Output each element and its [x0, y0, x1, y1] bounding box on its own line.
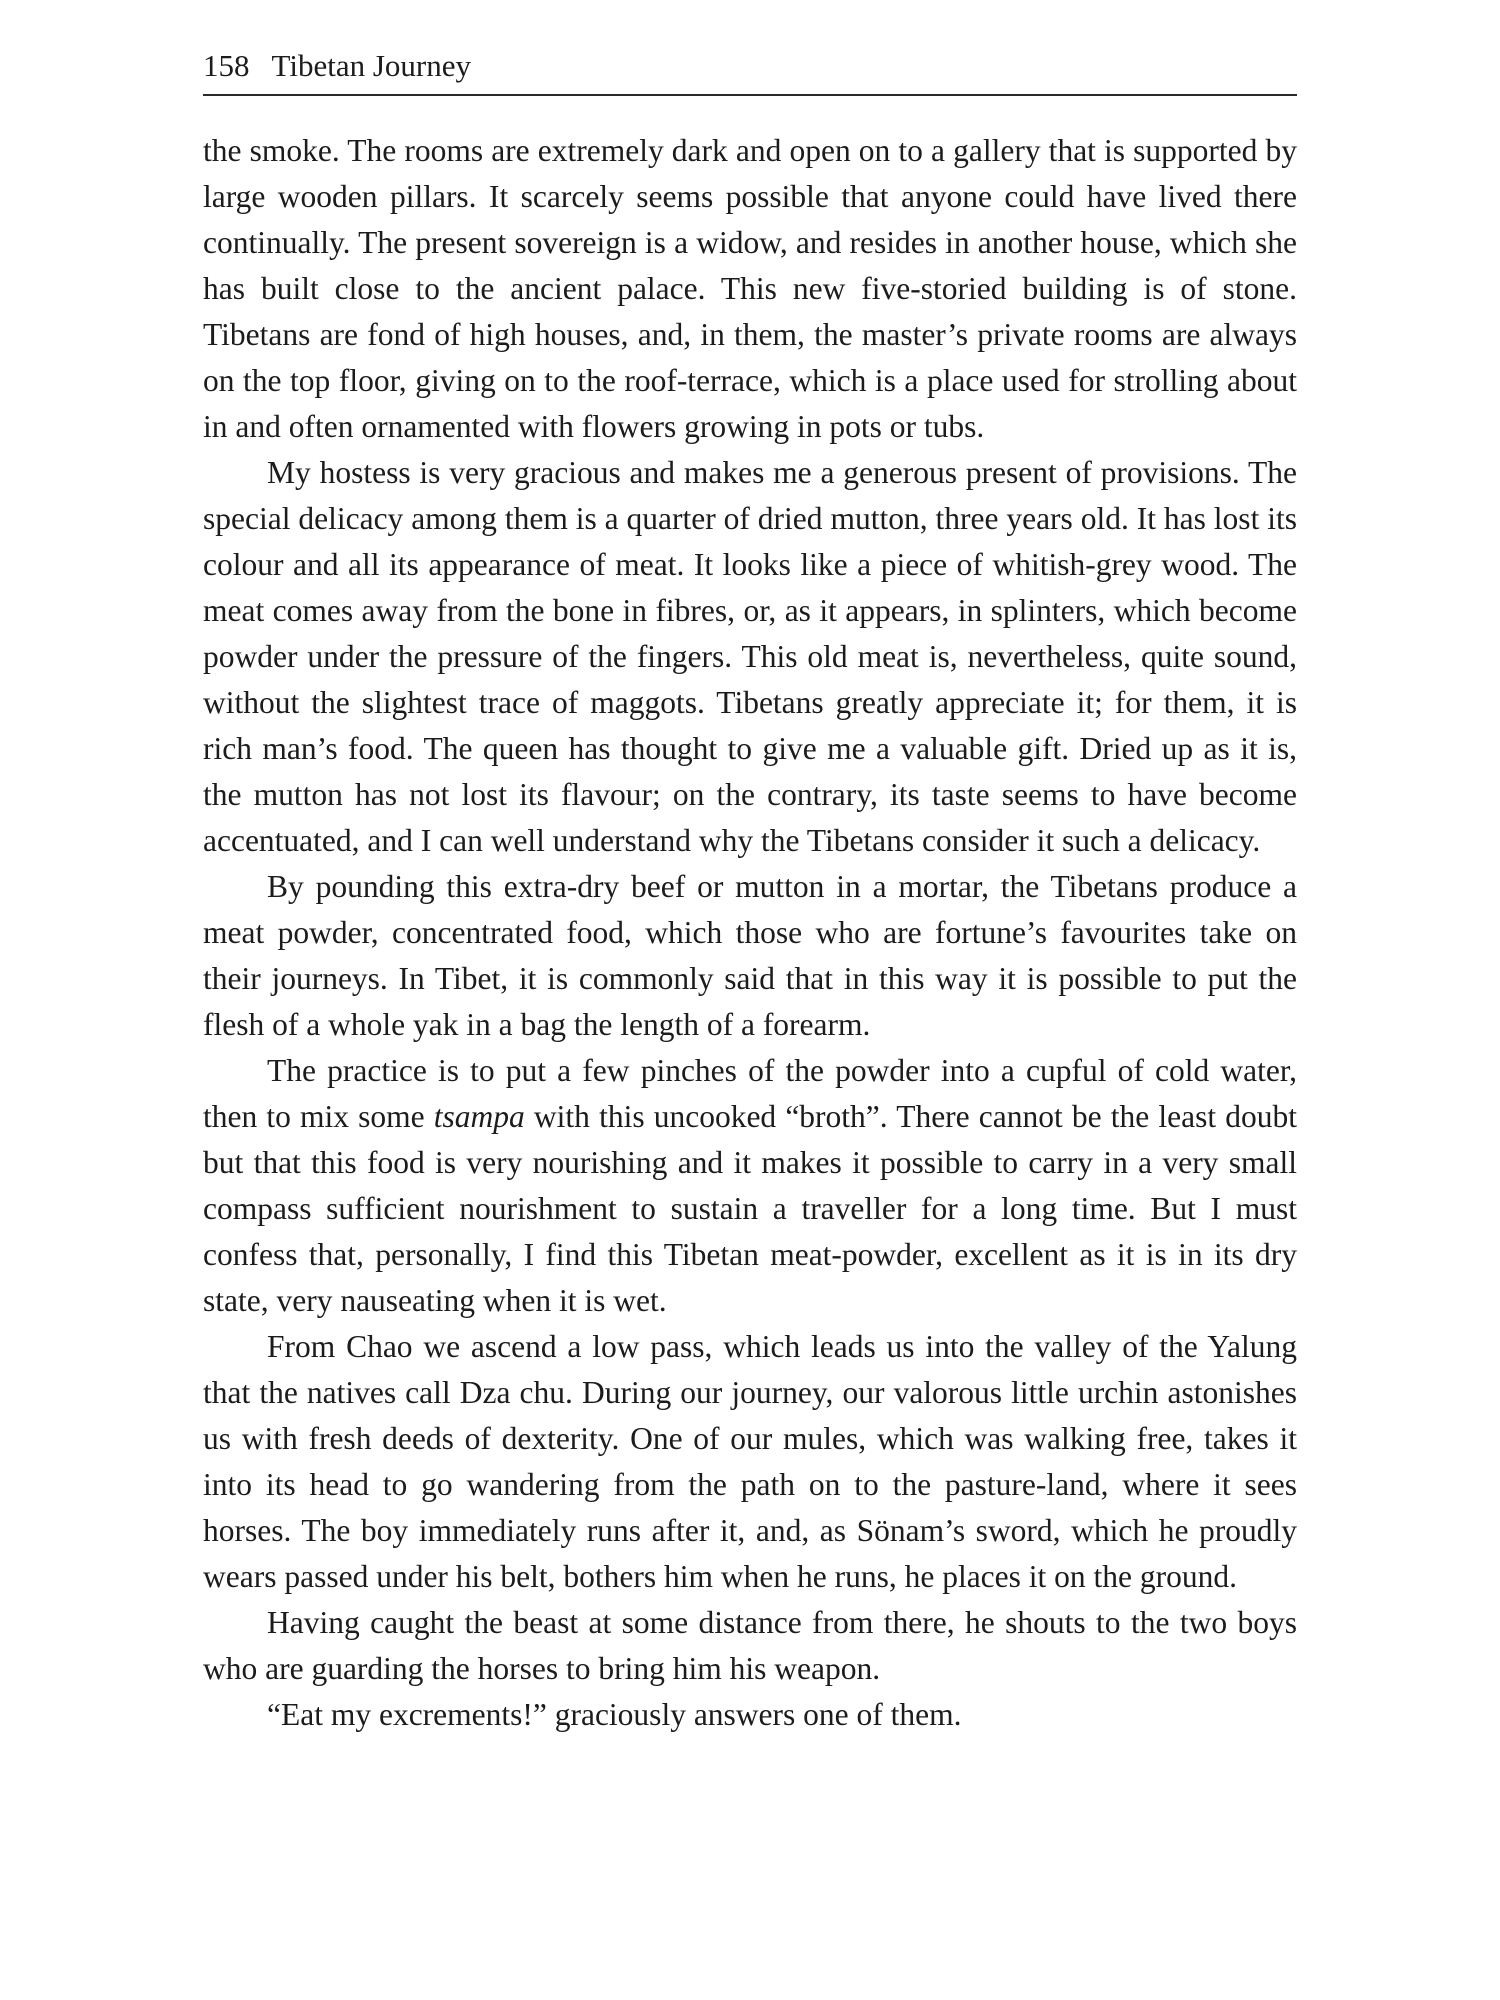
- paragraph-practice-text-end: with this uncooked “broth”. There cannot be the least doubt but that this food is very nourishing and it makes it possible to carry in a very small compass sufficient nourishment to sustain a traveller for a long time. But I must confess that, personally, I find this Tibetan meat-powder, excellent as it is in its dry state, very nauseating when it is wet.: [203, 1099, 1297, 1318]
- running-title: Tibetan Journey: [271, 48, 471, 83]
- body-text: [203, 128, 1297, 1738]
- paragraph-practice: [203, 1048, 1297, 1324]
- italic-term-tsampa: tsampa: [433, 1099, 525, 1134]
- page-number: 158: [203, 48, 250, 83]
- paragraph-continued: the smoke. The rooms are extremely dark and open on to a gallery that is supported by large wooden pillars. It scarcely seems possible that anyone could have lived there continually. The present sovereign is a widow, and resides in another house, which she has built close to the ancient palace. This new five-storied building is of stone. Tibetans are fond of high houses, and, in them, the master’s private rooms are always on the top floor, giving on to the roof-terrace, which is a place used for strolling about in and often ornamented with flowers growing in pots or tubs.: [203, 133, 1297, 444]
- paragraph-dialogue: “Eat my excrements!” graciously answers one of them.: [267, 1697, 962, 1732]
- paragraph-chao: From Chao we ascend a low pass, which leads us into the valley of the Yalung that the natives call Dza chu. During our journey, our valorous little urchin astonishes us with fresh deeds of dexterity. One of our mules, which was walking free, takes it into its head to go wandering from the path on to the pasture-land, where it sees horses. The boy immediately runs after it, and, as Sönam’s sword, which he proudly wears passed under his belt, bothers him when he runs, he places it on the ground.: [203, 1329, 1297, 1594]
- paragraph-hostess: My hostess is very gracious and makes me a generous present of provisions. The special delicacy among them is a quarter of dried mutton, three years old. It has lost its colour and all its appearance of meat. It looks like a piece of whitish-grey wood. The meat comes away from the bone in fibres, or, as it appears, in splinters, which become powder under the pressure of the fingers. This old meat is, nevertheless, quite sound, without the slightest trace of maggots. Tibetans greatly appreciate it; for them, it is rich man’s food. The queen has thought to give me a valuable gift. Dried up as it is, the mutton has not lost its flavour; on the contrary, its taste seems to have become accentuated, and I can well understand why the Tibetans consider it such a delicacy.: [203, 455, 1297, 858]
- paragraph-practice-text-start: The practice is to put a few pinches of the powder into a cupful of cold water, then to mix some: [203, 1053, 1297, 1134]
- running-header: [203, 46, 1297, 96]
- paragraph-caught-beast: Having caught the beast at some distance from there, he shouts to the two boys who are guarding the horses to bring him his weapon.: [203, 1605, 1297, 1686]
- paragraph-meat-powder: By pounding this extra-dry beef or mutton in a mortar, the Tibetans produce a meat powder, concentrated food, which those who are fortune’s favourites take on their journeys. In Tibet, it is commonly said that in this way it is possible to put the flesh of a whole yak in a bag the length of a forearm.: [203, 869, 1297, 1042]
- book-page: [203, 46, 1297, 1738]
